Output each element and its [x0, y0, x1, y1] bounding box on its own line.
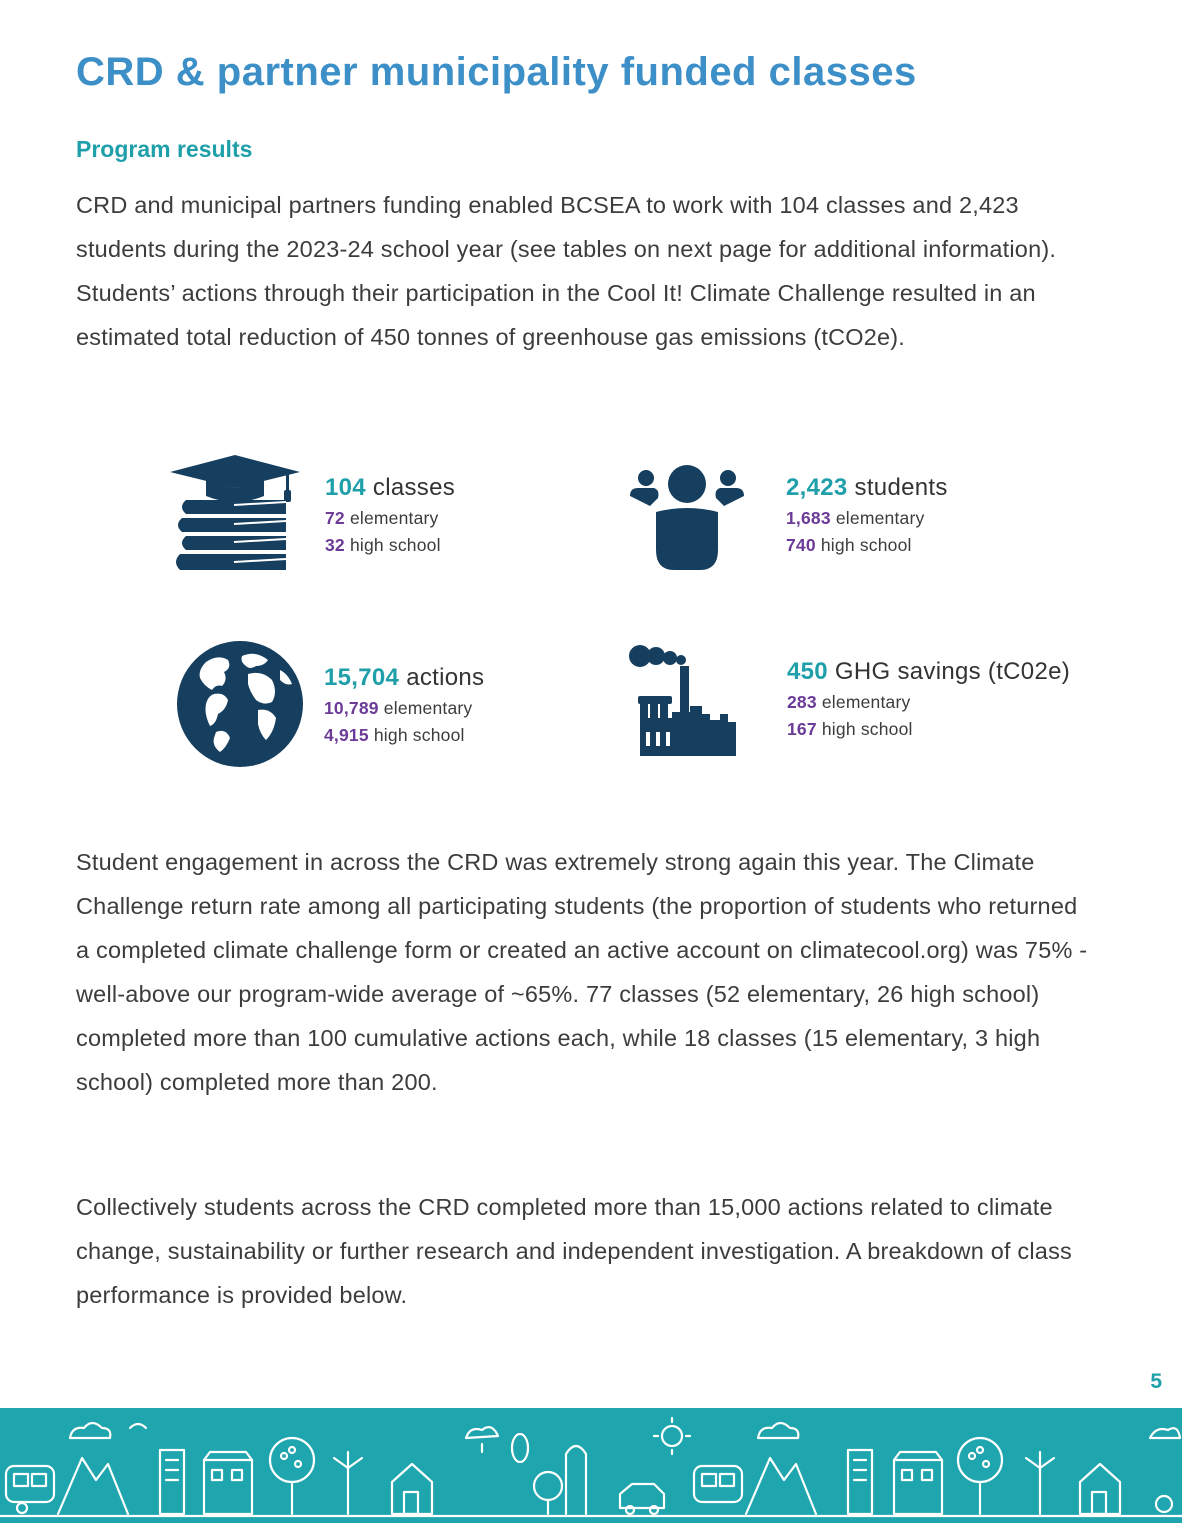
stat-actions-high — [324, 725, 484, 746]
stat-actions-total: 15,704 — [324, 664, 400, 691]
stat-ghg-high-label: high school — [821, 719, 913, 739]
stat-actions-elementary-label: elementary — [383, 698, 473, 718]
stat-classes-high — [325, 535, 455, 556]
footer-illustration-band — [0, 1408, 1182, 1523]
stat-actions-label: actions — [406, 664, 485, 691]
graduation-books-icon — [168, 452, 303, 582]
stat-actions-elementary — [324, 698, 484, 719]
section-heading: Program results — [76, 136, 253, 162]
stat-ghg-total: 450 — [787, 658, 828, 685]
stat-classes-headline — [325, 474, 455, 502]
stat-students-high-label: high school — [820, 535, 912, 555]
stat-students-elementary — [786, 508, 948, 529]
stat-actions-high-value: 4,915 — [324, 725, 369, 745]
page-title: CRD & partner municipality funded classes — [76, 50, 917, 94]
globe-icon — [176, 640, 304, 773]
factory-icon — [628, 640, 740, 765]
stat-actions-elementary-value: 10,789 — [324, 698, 379, 718]
stat-ghg — [628, 640, 1148, 760]
page-number: 5 — [1150, 1370, 1162, 1393]
stat-students-total: 2,423 — [786, 474, 848, 501]
stat-students-elementary-label: elementary — [835, 508, 925, 528]
stat-classes-high-value: 32 — [325, 535, 345, 555]
summary-paragraph: Collectively students across the CRD completed more than 15,000 actions related to climate change, sustainability or further research and independent investigation. A breakdown of class performance is provided below. — [76, 1194, 1072, 1308]
stat-ghg-headline — [787, 658, 1070, 686]
cityscape-illustration — [0, 1408, 1182, 1523]
stat-students-label: students — [854, 474, 948, 501]
stat-actions-high-label: high school — [373, 725, 465, 745]
stat-classes-high-label: high school — [349, 535, 441, 555]
stat-ghg-label: GHG savings (tC02e) — [834, 658, 1071, 685]
stat-classes-elementary — [325, 508, 455, 529]
stat-actions-headline — [324, 664, 484, 692]
stat-ghg-elementary — [787, 692, 1070, 713]
stat-students-high-value: 740 — [786, 535, 816, 555]
stat-classes — [168, 452, 568, 582]
engagement-paragraph: Student engagement in across the CRD was extremely strong again this year. The Climate Challenge return rate among all participating students (the proportion of students who returned a completed climate challenge form or created an active account on climatecool.org) was 75% - well-above our program-wide average of ~65%. 77 classes (52 elementary, 26 high school) completed more than 100 cumulative actions each, while 18 classes (15 elementary, 3 high school) completed more than 200. — [76, 849, 1088, 1095]
stat-ghg-elementary-label: elementary — [821, 692, 911, 712]
people-group-icon — [628, 460, 746, 577]
intro-paragraph: CRD and municipal partners funding enabled BCSEA to work with 104 classes and 2,423 students during the 2023-24 school year (see tables on next page for additional information). Students’ actions through their participation in the Cool It! Climate Challenge resulted in an estimated total reduction of 450 tonnes of greenhouse gas emissions (tCO2e). — [76, 192, 1057, 350]
stat-classes-elementary-label: elementary — [349, 508, 439, 528]
stat-students-elementary-value: 1,683 — [786, 508, 831, 528]
stat-classes-total: 104 — [325, 474, 366, 501]
stat-students-high — [786, 535, 948, 556]
stat-classes-label: classes — [372, 474, 456, 501]
stat-ghg-elementary-value: 283 — [787, 692, 817, 712]
stat-students-headline — [786, 474, 948, 502]
stat-ghg-high-value: 167 — [787, 719, 817, 739]
stat-ghg-high — [787, 719, 1070, 740]
stat-classes-elementary-value: 72 — [325, 508, 345, 528]
stat-students — [628, 460, 1088, 580]
stat-actions — [176, 640, 576, 770]
